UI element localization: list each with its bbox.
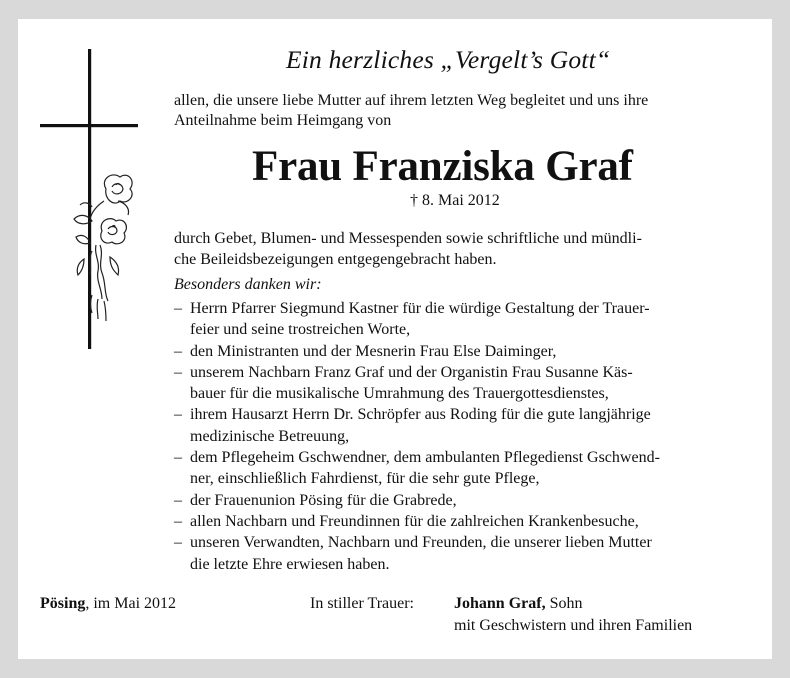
list-item-line: bauer für die musikalische Umrahmung des Trauergottesdienstes,: [190, 385, 609, 403]
list-item: [174, 490, 754, 511]
thanks-heading: Besonders danken wir:: [174, 276, 322, 293]
body-line: che Beileidsbezeigungen entgegengebracht haben.: [174, 251, 497, 268]
dash: –: [174, 406, 182, 424]
list-item: [174, 447, 754, 490]
place-date: [40, 595, 176, 613]
list-item: [174, 341, 754, 362]
list-item: [174, 298, 754, 341]
list-item-line: medizinische Betreuung,: [190, 427, 350, 445]
list-item-line: unserem Nachbarn Franz Graf und der Organistin Frau Susanne Käs-: [190, 363, 633, 381]
thanks-list: [174, 298, 754, 575]
list-item-line: ner, einschließlich Fahrdienst, für die sehr gute Pflege,: [190, 470, 540, 488]
list-item-line: die letzte Ehre erwiesen haben.: [190, 555, 390, 573]
list-item: [174, 362, 754, 405]
place-date-text: , im Mai 2012: [85, 595, 177, 612]
dash: –: [174, 363, 182, 381]
death-date: † 8. Mai 2012: [410, 192, 500, 209]
deceased-name: Frau Franziska Graf: [252, 143, 633, 190]
list-item: [174, 404, 754, 447]
body-text: [174, 228, 642, 270]
list-item-line: allen Nachbarn und Freundinnen für die zahlreichen Krankenbesuche,: [190, 512, 639, 530]
mourning-label: In stiller Trauer:: [310, 595, 414, 612]
list-item: [174, 532, 754, 575]
dash: –: [174, 449, 182, 467]
signer-relation: Sohn: [545, 595, 583, 612]
heading: Ein herzliches „Vergelt’s Gott“: [286, 45, 611, 74]
list-item-line: den Ministranten und der Mesnerin Frau Else Daiminger,: [190, 342, 557, 360]
dash: –: [174, 491, 182, 509]
obituary-card: [18, 19, 772, 659]
intro-text: [174, 91, 648, 131]
dash: –: [174, 534, 182, 552]
dash: –: [174, 300, 182, 317]
list-item-line: unseren Verwandten, Nachbarn und Freunden, die unserer lieben Mutter: [190, 534, 652, 552]
signer-family: mit Geschwistern und ihren Familien: [454, 617, 693, 634]
intro-line: allen, die unsere liebe Mutter auf ihrem letzten Weg begleitet und uns ihre: [174, 92, 649, 109]
list-item-line: dem Pflegeheim Gschwendner, dem ambulanten Pflegedienst Gschwend-: [190, 449, 660, 467]
body-line: durch Gebet, Blumen- und Messespenden sowie schriftliche und mündli-: [174, 230, 642, 247]
place-name: Pösing: [40, 595, 86, 612]
dash: –: [174, 342, 182, 360]
list-item: [174, 511, 754, 532]
intro-line: Anteilnahme beim Heimgang von: [174, 112, 392, 129]
list-item-line: Herrn Pfarrer Siegmund Kastner für die würdige Gestaltung der Trauer-: [190, 300, 650, 317]
list-item-line: ihrem Hausarzt Herrn Dr. Schröpfer aus Roding für die gute langjährige: [190, 406, 651, 424]
signer-name: Johann Graf,: [454, 595, 546, 612]
signer: [454, 595, 582, 613]
cross-with-roses-icon: [18, 19, 158, 349]
list-item-line: der Frauenunion Pösing für die Grabrede,: [190, 491, 457, 509]
dash: –: [174, 512, 182, 530]
list-item-line: feier und seine trostreichen Worte,: [190, 321, 411, 339]
